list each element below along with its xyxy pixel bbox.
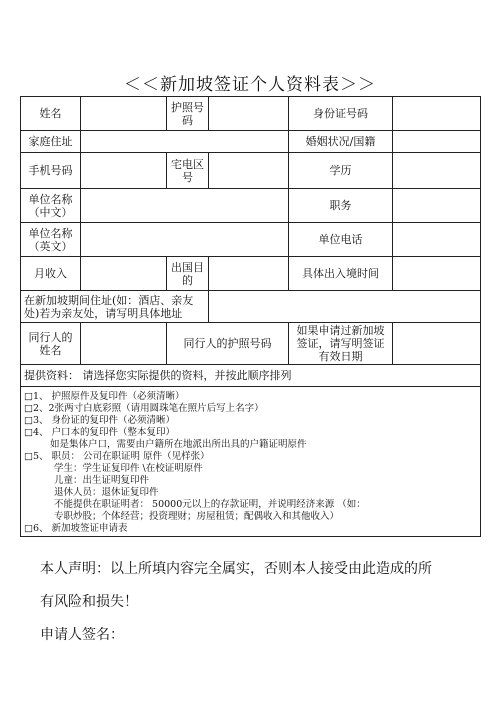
home-address-label: 家庭住址 bbox=[21, 131, 81, 153]
id-no-field[interactable] bbox=[393, 97, 481, 131]
table-row bbox=[21, 131, 481, 153]
declaration-line-1: 本人声明：以上所填内容完全属实，否则本人接受由此造成的所 bbox=[40, 561, 432, 577]
education-field[interactable] bbox=[393, 153, 481, 189]
list-item-note: 退休人员：退休证复印件 bbox=[54, 487, 159, 498]
mobile-field[interactable] bbox=[81, 153, 167, 189]
name-field[interactable] bbox=[81, 97, 167, 131]
table-row bbox=[21, 223, 481, 257]
list-item-note: 专职炒股；个体经营；投资理财；房屋租赁；配偶收入和其他收入） bbox=[54, 511, 340, 522]
list-item-note: 不能提供在职证明者： 50000元以上的存款证明，并说明经济来源 （如： bbox=[54, 499, 366, 510]
list-item[interactable]: □3、 身份证的复印件（必须清晰） bbox=[24, 415, 176, 426]
materials-header: 提供资料： 请选择您实际提供的资料，并按此顺序排列 bbox=[21, 365, 481, 387]
home-address-field[interactable] bbox=[81, 131, 289, 153]
id-no-label: 身份证号码 bbox=[289, 97, 393, 131]
work-phone-label: 单位电话 bbox=[289, 223, 393, 257]
list-item-note: 如是集体户口，需要由户籍所在地派出所出具的户籍证明原件 bbox=[50, 439, 307, 450]
passport-no-label: 护照号码 bbox=[167, 97, 209, 131]
entry-exit-time-label: 具体出入境时间 bbox=[289, 257, 393, 291]
table-row bbox=[21, 387, 481, 537]
list-item[interactable]: □5、 职员： 公司在职证明 原件（见样张） bbox=[24, 451, 210, 462]
materials-list bbox=[21, 387, 481, 537]
position-label: 职务 bbox=[289, 189, 393, 223]
sg-address-label: 在新加坡期间住址(如：酒店、亲友处)若为亲友处，请写明具体地址 bbox=[21, 291, 209, 323]
table-row bbox=[21, 291, 481, 323]
monthly-income-field[interactable] bbox=[81, 257, 167, 291]
list-item-note: 学生：学生证复印件 \在校证明原件 bbox=[54, 463, 203, 474]
page-title: ＜＜新加坡签证个人资料表＞＞ bbox=[124, 75, 376, 95]
trip-purpose-field[interactable] bbox=[209, 257, 289, 291]
declaration-line-2: 有风险和损失！ bbox=[40, 594, 138, 610]
list-item-note: 儿童：出生证明复印件 bbox=[54, 475, 150, 486]
marital-status-label: 婚姻状况/国籍 bbox=[289, 131, 393, 153]
prev-visa-label: 如果申请过新加坡签证，请写明签证有效日期 bbox=[289, 323, 393, 365]
sg-address-field[interactable] bbox=[209, 291, 481, 323]
position-field[interactable] bbox=[393, 189, 481, 223]
companion-passport-label: 同行人的护照号码 bbox=[167, 323, 289, 365]
companion-name-label: 同行人的姓名 bbox=[21, 323, 81, 365]
prev-visa-field[interactable] bbox=[393, 323, 481, 365]
table-row bbox=[21, 257, 481, 291]
table-row bbox=[21, 323, 481, 365]
declaration bbox=[40, 553, 460, 652]
companion-name-field[interactable] bbox=[81, 323, 167, 365]
zone-code-label: 宅电区号 bbox=[167, 153, 209, 189]
marital-status-field[interactable] bbox=[393, 131, 481, 153]
signature-label[interactable]: 申请人签名： bbox=[40, 627, 124, 643]
employer-cn-field[interactable] bbox=[81, 189, 289, 223]
mobile-label: 手机号码 bbox=[21, 153, 81, 189]
employer-cn-label: 单位名称（中文） bbox=[21, 189, 81, 223]
passport-no-field[interactable] bbox=[209, 97, 289, 131]
employer-en-label: 单位名称（英文） bbox=[21, 223, 81, 257]
name-label: 姓名 bbox=[21, 97, 81, 131]
table-row bbox=[21, 365, 481, 387]
education-label: 学历 bbox=[289, 153, 393, 189]
list-item[interactable]: □4、 户口本的复印件（整本复印） bbox=[24, 427, 176, 438]
list-item[interactable]: □6、 新加坡签证申请表 bbox=[24, 523, 128, 534]
entry-exit-time-field[interactable] bbox=[393, 257, 481, 291]
table-row bbox=[21, 153, 481, 189]
employer-en-field[interactable] bbox=[81, 223, 289, 257]
table-row bbox=[21, 189, 481, 223]
trip-purpose-label: 出国目的 bbox=[167, 257, 209, 291]
list-item[interactable]: □1、 护照原件及复印件（必须清晰） bbox=[24, 391, 185, 402]
zone-code-field[interactable] bbox=[209, 153, 289, 189]
personal-info-table bbox=[20, 96, 481, 537]
work-phone-field[interactable] bbox=[393, 223, 481, 257]
monthly-income-label: 月收入 bbox=[21, 257, 81, 291]
list-item[interactable]: □2、2张两寸白底彩照（请用圆珠笔在照片后写上名字） bbox=[24, 403, 264, 414]
table-row bbox=[21, 97, 481, 131]
